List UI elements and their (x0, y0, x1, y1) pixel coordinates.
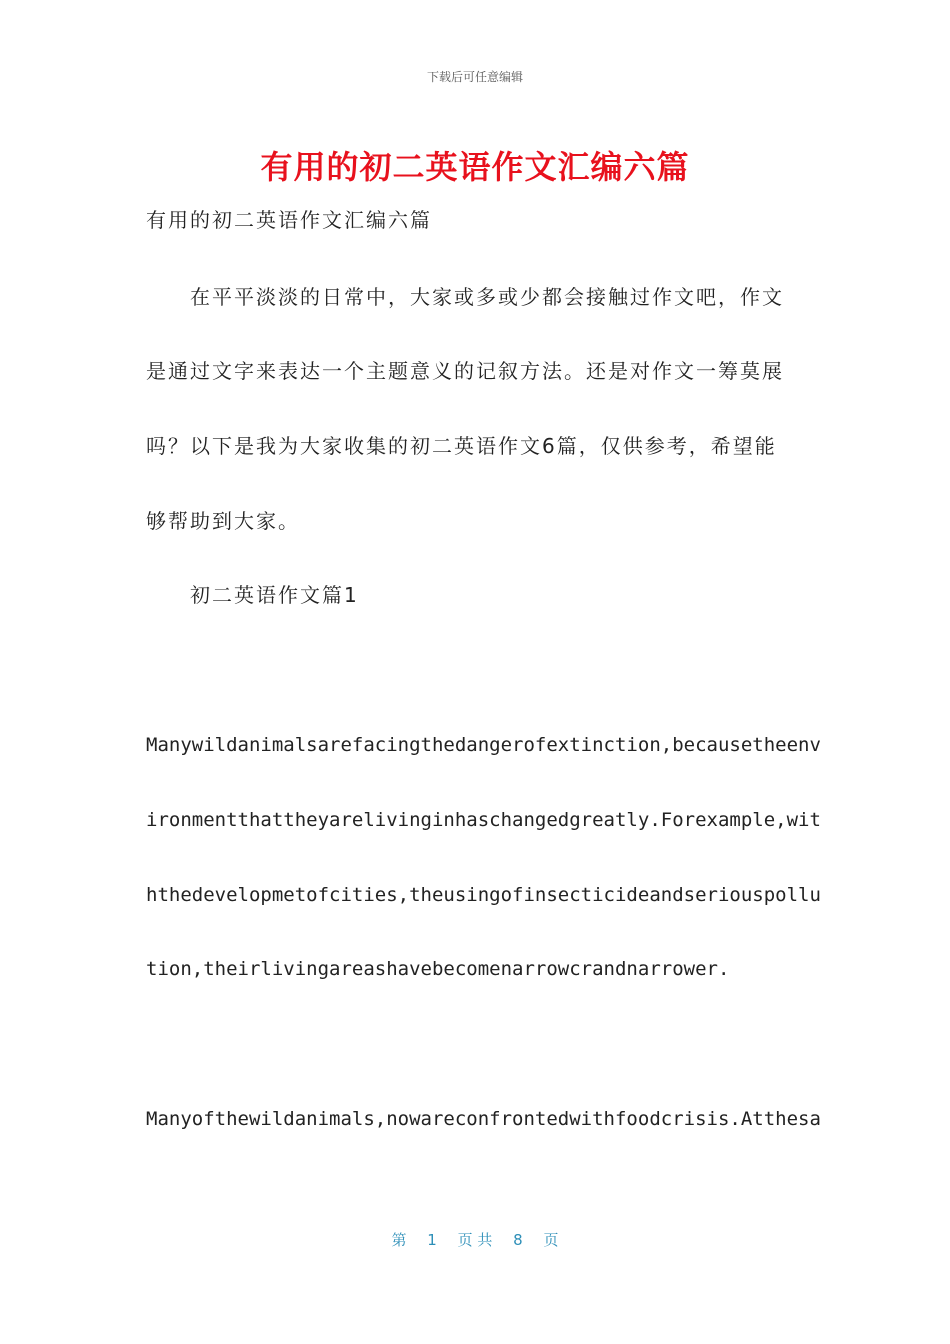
page-suffix: 页 (543, 1231, 559, 1249)
intro-line: 够帮助到大家。 (146, 509, 300, 533)
intro-line: 是通过文字来表达一个主题意义的记叙方法。还是对作文一筹莫展 (146, 359, 784, 383)
paragraph-line: Manywildanimalsarefacingthedangerofextinction,becausetheenv (146, 734, 821, 756)
paragraph-line: tion,theirlivingareashavebecomenarrowcrandnarrower. (146, 958, 730, 980)
page-prefix: 第 (391, 1231, 407, 1249)
document-subtitle: 有用的初二英语作文汇编六篇 (146, 208, 432, 232)
page-current-number: 1 (427, 1231, 437, 1249)
paragraph-line: Manyofthewildanimals,nowareconfrontedwithfoodcrisis.Atthesa (146, 1108, 821, 1130)
paragraph-line: ironmentthattheyarelivinginhaschangedgreatly.Forexample,wit (146, 809, 821, 831)
document-title: 有用的初二英语作文汇编六篇 (260, 148, 690, 186)
section-heading: 初二英语作文篇1 (190, 583, 359, 607)
intro-line: 吗？以下是我为大家收集的初二英语作文6篇，仅供参考，希望能 (146, 434, 777, 458)
page-middle: 页 共 (457, 1231, 493, 1249)
page-total-number: 8 (513, 1231, 523, 1249)
intro-line: 在平平淡淡的日常中，大家或多或少都会接触过作文吧，作文 (190, 285, 784, 309)
page-footer (0, 1229, 950, 1250)
paragraph-line: hthedevelopmetofcities,theusingofinsecticideandseriouspollu (146, 884, 821, 906)
header-note: 下载后可任意编辑 (426, 70, 523, 84)
